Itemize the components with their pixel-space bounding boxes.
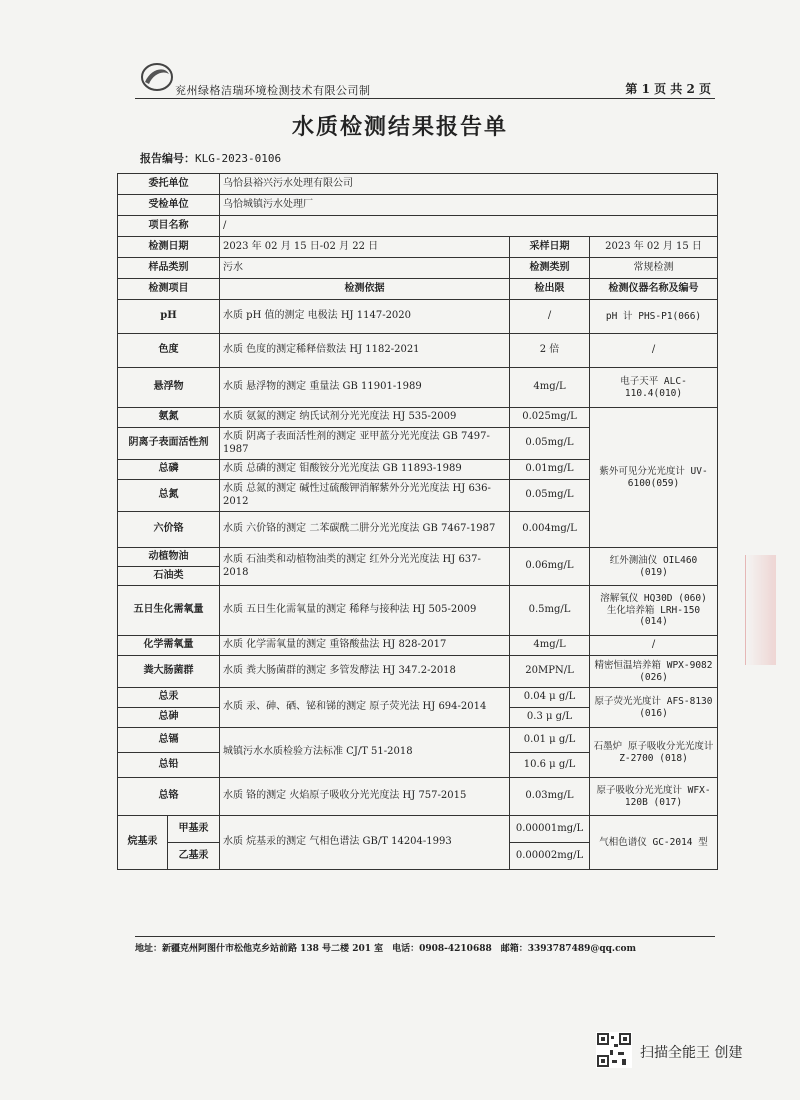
item-cod: 化学需氧量 [118,636,220,656]
instrument-oil: 红外测油仪 OIL460 (019) [590,548,718,586]
instrument-cr: 原子吸收分光光度计 WFX-120B (017) [590,778,718,816]
table-row [118,237,718,258]
test-type-value: 常规检测 [590,258,718,279]
instrument-ph: pH 计 PHS-P1(066) [590,300,718,334]
item-hg: 总汞 [118,688,220,708]
sample-date-value: 2023 年 02 月 15 日 [590,237,718,258]
instrument-cd-pb: 石墨炉 原子吸收分光光度计 Z-2700 (018) [590,728,718,778]
company-name: 兖州绿格洁瑞环境检测技术有限公司制 [175,84,371,97]
report-number-value: KLG-2023-0106 [195,152,282,165]
item-bod5: 五日生化需氧量 [118,586,220,636]
report-number-label: 报告编号： [140,152,195,165]
client-label: 委托单位 [118,174,220,195]
seal-stamp-fragment [745,555,776,665]
limit-methylhg: 0.00001mg/L [510,816,590,843]
table-row [118,778,718,816]
limit-as: 0.3 μ g/L [510,708,590,728]
basis-cod: 水质 化学需氧量的测定 重铬酸盐法 HJ 828-2017 [220,636,510,656]
basis-coli: 水质 粪大肠菌群的测定 多管发酵法 HJ 347.2-2018 [220,656,510,688]
table-row [118,408,718,428]
company-logo-icon [139,60,175,94]
basis-cd-pb: 城镇污水水质检验方法标准 CJ/T 51-2018 [220,728,510,778]
item-cr6: 六价铬 [118,512,220,548]
project-label: 项目名称 [118,216,220,237]
item-color: 色度 [118,334,220,368]
basis-ss: 水质 悬浮物的测定 重量法 GB 11901-1989 [220,368,510,408]
table-header-row [118,279,718,300]
table-row [118,216,718,237]
test-type-label: 检测类别 [510,258,590,279]
basis-cr: 水质 铬的测定 火焰原子吸收分光光度法 HJ 757-2015 [220,778,510,816]
table-row [118,688,718,708]
project-value: / [220,216,718,237]
limit-cd: 0.01 μ g/L [510,728,590,753]
qr-code-icon [596,1032,632,1068]
limit-color: 2 倍 [510,334,590,368]
scanner-watermark: 扫描全能王 创建 [640,1045,743,1061]
item-tn: 总氮 [118,480,220,512]
limit-cod: 4mg/L [510,636,590,656]
sample-date-label: 采样日期 [510,237,590,258]
item-ethylhg: 乙基汞 [168,843,220,870]
limit-oil: 0.06mg/L [510,548,590,586]
table-row [118,368,718,408]
limit-ethylhg: 0.00002mg/L [510,843,590,870]
limit-tp: 0.01mg/L [510,460,590,480]
item-las: 阴离子表面活性剂 [118,428,220,460]
instrument-hg-as: 原子荧光光度计 AFS-8130 (016) [590,688,718,728]
report-number [140,150,281,166]
col-limit: 检出限 [510,279,590,300]
tested-label: 受检单位 [118,195,220,216]
instrument-cod: / [590,636,718,656]
basis-nh3: 水质 氨氮的测定 纳氏试剂分光光度法 HJ 535-2009 [220,408,510,428]
table-row [118,656,718,688]
page-title: 水质检测结果报告单 [291,114,508,140]
instrument-color: / [590,334,718,368]
test-date-value: 2023 年 02 月 15 日-02 月 22 日 [220,237,510,258]
basis-hg-as: 水质 汞、砷、硒、铋和锑的测定 原子荧光法 HJ 694-2014 [220,688,510,728]
basis-ph: 水质 pH 值的测定 电极法 HJ 1147-2020 [220,300,510,334]
limit-bod5: 0.5mg/L [510,586,590,636]
table-row [118,816,718,843]
limit-hg: 0.04 μ g/L [510,688,590,708]
item-ph: pH [118,300,220,334]
item-cd: 总镉 [118,728,220,753]
limit-ph: / [510,300,590,334]
table-row [118,174,718,195]
limit-nh3: 0.025mg/L [510,408,590,428]
item-nh3: 氨氮 [118,408,220,428]
item-pb: 总铅 [118,753,220,778]
basis-tp: 水质 总磷的测定 钼酸铵分光光度法 GB 11893-1989 [220,460,510,480]
instrument-ss: 电子天平 ALC-110.4(010) [590,368,718,408]
basis-tn: 水质 总氮的测定 碱性过硫酸钾消解紫外分光光度法 HJ 636-2012 [220,480,510,512]
table-row [118,258,718,279]
limit-tn: 0.05mg/L [510,480,590,512]
sample-type-value: 污水 [220,258,510,279]
client-value: 乌恰县裕兴污水处理有限公司 [220,174,718,195]
basis-cr6: 水质 六价铬的测定 二苯碳酰二肼分光光度法 GB 7467-1987 [220,512,510,548]
col-basis: 检测依据 [220,279,510,300]
test-date-label: 检测日期 [118,237,220,258]
limit-coli: 20MPN/L [510,656,590,688]
basis-color: 水质 色度的测定稀释倍数法 HJ 1182-2021 [220,334,510,368]
table-row [118,636,718,656]
table-row [118,586,718,636]
item-as: 总砷 [118,708,220,728]
limit-cr: 0.03mg/L [510,778,590,816]
table-row [118,728,718,753]
limit-las: 0.05mg/L [510,428,590,460]
col-item: 检测项目 [118,279,220,300]
instrument-alkylhg: 气相色谱仪 GC-2014 型 [590,816,718,870]
table-row [118,334,718,368]
item-coli: 粪大肠菌群 [118,656,220,688]
item-oil-animal: 动植物油 [118,548,220,567]
limit-pb: 10.6 μ g/L [510,753,590,778]
sample-type-label: 样品类别 [118,258,220,279]
col-instrument: 检测仪器名称及编号 [590,279,718,300]
instrument-bod5: 溶解氧仪 HQ30D (060) 生化培养箱 LRH-150 (014) [590,586,718,636]
result-table [117,173,718,870]
limit-cr6: 0.004mg/L [510,512,590,548]
basis-alkylhg: 水质 烷基汞的测定 气相色谱法 GB/T 14204-1993 [220,816,510,870]
tested-value: 乌恰城镇污水处理厂 [220,195,718,216]
limit-ss: 4mg/L [510,368,590,408]
instrument-uv: 紫外可见分光光度计 UV-6100(059) [590,408,718,548]
table-row [118,548,718,567]
page-number: 第 1 页 共 2 页 [625,82,711,96]
item-tp: 总磷 [118,460,220,480]
item-oil-petro: 石油类 [118,567,220,586]
page-header [135,58,715,99]
address-footer: 地址：新疆克州阿图什市松他克乡站前路 138 号二楼 201 室 电话：0908-4210688 邮箱：3393787489@qq.com [135,936,715,954]
item-cr: 总铬 [118,778,220,816]
item-methylhg: 甲基汞 [168,816,220,843]
basis-bod5: 水质 五日生化需氧量的测定 稀释与接种法 HJ 505-2009 [220,586,510,636]
basis-las: 水质 阴离子表面活性剂的测定 亚甲蓝分光光度法 GB 7497-1987 [220,428,510,460]
table-row [118,300,718,334]
item-ss: 悬浮物 [118,368,220,408]
table-row [118,195,718,216]
item-alkylhg: 烷基汞 [118,816,168,870]
instrument-coli: 精密恒温培养箱 WPX-9082 (026) [590,656,718,688]
basis-oil: 水质 石油类和动植物油类的测定 红外分光光度法 HJ 637-2018 [220,548,510,586]
